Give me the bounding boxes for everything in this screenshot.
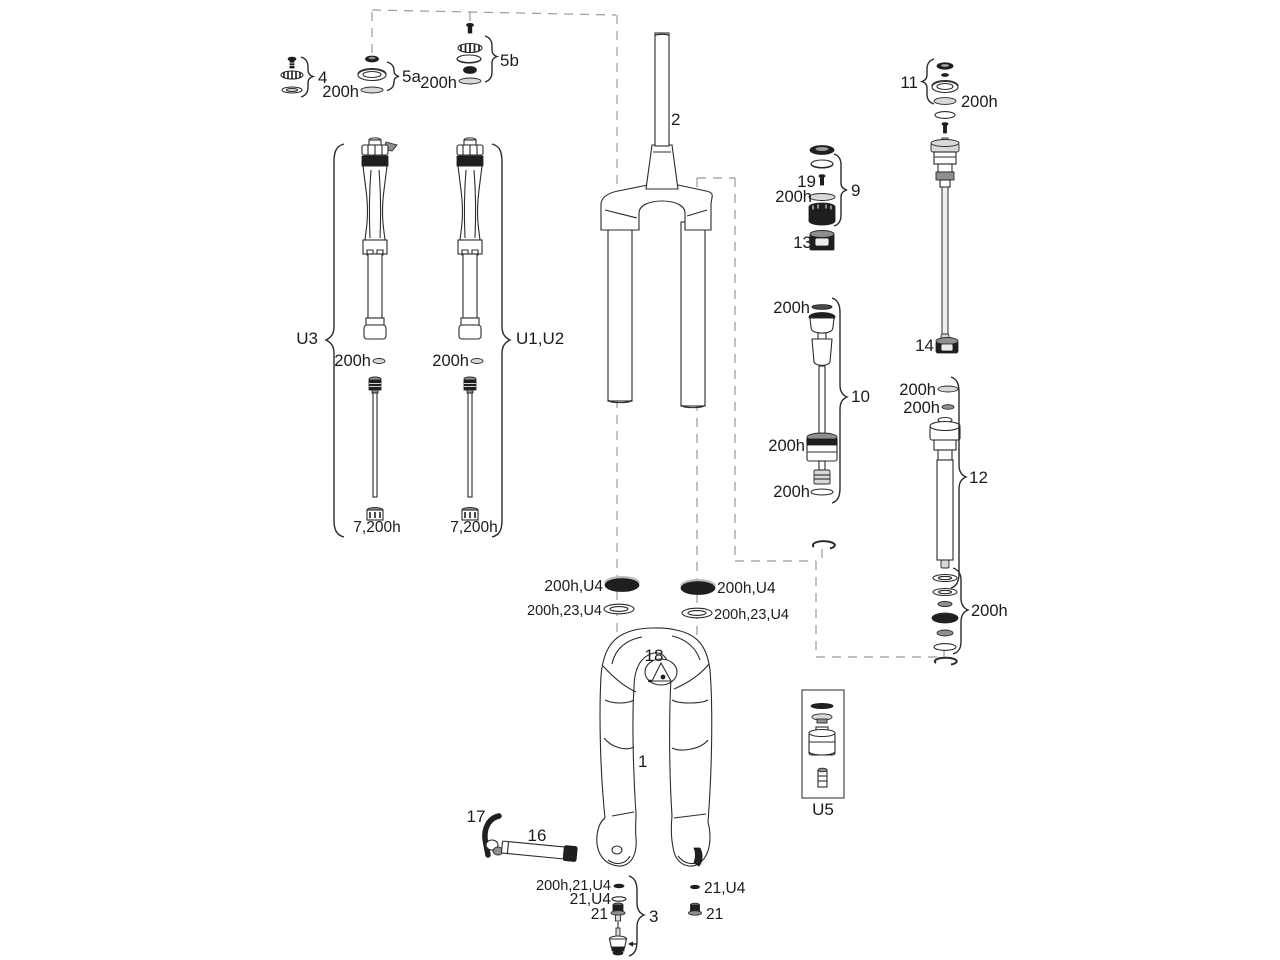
part-5b-group [457, 23, 482, 84]
label-u1u2: U1,U2 [516, 329, 565, 348]
brace-5a [387, 62, 399, 91]
label-200h-12b: 200h [903, 399, 940, 417]
rebound-knob [610, 928, 627, 955]
topcap-group-11 [922, 59, 958, 133]
pointer-arrow-icon [628, 941, 637, 946]
upper-tube-right [681, 222, 705, 408]
brace-seal-stack [953, 568, 968, 654]
steerer-tube [655, 33, 669, 146]
foam-ring-left [604, 604, 634, 614]
push-rod-left [367, 377, 383, 520]
label-21U4-right: 21,U4 [704, 880, 746, 897]
label-part2: 2 [671, 110, 681, 129]
label-200h23U4-right: 200h,23,U4 [714, 607, 789, 623]
crush-washer-part [818, 768, 827, 787]
label-part9: 9 [851, 181, 861, 200]
rebound-knob-group [610, 876, 645, 956]
label-200h-10seal: 200h [768, 437, 805, 455]
label-part14: 14 [915, 336, 934, 355]
seal-stack [932, 568, 968, 665]
topcap-stack [809, 146, 847, 251]
u5-kit-box [802, 690, 844, 798]
label-21-left: 21 [590, 906, 608, 923]
label-200h-10btm: 200h [773, 483, 810, 501]
label-part16: 16 [527, 826, 547, 845]
label-part4: 4 [318, 68, 328, 87]
label-21-right: 21 [706, 906, 724, 923]
label-200h-left-asm: 200h [334, 352, 371, 370]
retaining-clip [935, 658, 957, 665]
label-200hU4-right: 200h,U4 [717, 580, 776, 597]
spring-assembly-right [457, 138, 483, 339]
bolt-21-left [611, 903, 625, 921]
label-part12: 12 [969, 468, 988, 487]
label-part13: 13 [793, 233, 812, 252]
spring-assembly-left [362, 138, 397, 339]
brace-4 [301, 57, 313, 97]
dust-seal-right [681, 580, 715, 595]
brace-5b [485, 36, 497, 82]
service-ring-left [373, 359, 385, 364]
nut-13 [810, 231, 834, 251]
foam-ring-right [682, 608, 712, 618]
bolt-group-right [689, 885, 702, 915]
brace-10 [832, 298, 847, 503]
label-200h-5b: 200h [420, 74, 457, 92]
dust-seal-left [605, 577, 639, 592]
label-part17: 17 [466, 807, 486, 826]
upper-tube-left [608, 220, 632, 403]
label-part1: 1 [638, 752, 648, 771]
label-200h-11: 200h [961, 93, 998, 111]
brace-9 [834, 154, 847, 226]
label-part19: 19 [797, 172, 816, 191]
brace-11 [922, 59, 934, 104]
label-u5: U5 [812, 800, 834, 819]
seal-ring-200h [809, 194, 835, 201]
label-200h-10top: 200h [773, 299, 810, 317]
csu-assembly [601, 33, 712, 408]
label-part5b: 5b [500, 51, 519, 70]
label-7200h-left: 7,200h [353, 519, 401, 536]
label-part3: 3 [649, 907, 659, 926]
snap-ring [813, 541, 835, 548]
label-200h-12a: 200h [899, 381, 936, 399]
brace-u3 [326, 144, 344, 537]
cap-dark [809, 203, 835, 225]
bolt-21-right [689, 903, 702, 915]
label-21U4-left: 21,U4 [569, 891, 611, 908]
label-200h-5a: 200h [322, 83, 359, 101]
label-part11: 11 [900, 73, 918, 92]
crown [601, 184, 712, 231]
label-part18: 18 [644, 646, 664, 665]
label-200h-stack: 200h [971, 602, 1008, 620]
air-shaft-assembly [931, 138, 959, 353]
label-7200h-right: 7,200h [450, 519, 498, 536]
label-200h23U4-left: 200h,23,U4 [527, 603, 602, 619]
service-ring-right [471, 359, 483, 364]
damper-assembly-10 [807, 298, 847, 503]
part-4-group [281, 57, 303, 93]
seal-head-10 [807, 433, 837, 461]
nut-14 [936, 338, 958, 354]
label-200hU4-left: 200h,U4 [544, 578, 603, 595]
brace-u1u2 [492, 144, 510, 537]
label-part5a: 5a [402, 67, 421, 86]
label-u3: U3 [296, 329, 318, 348]
screw-19 [819, 175, 825, 185]
label-200h21U4: 200h,21,U4 [536, 878, 611, 894]
part-5a-group [358, 56, 386, 93]
label-200h-19: 200h [775, 188, 812, 206]
label-200h-right-asm: 200h [432, 352, 469, 370]
push-rod-right [462, 377, 478, 520]
screw-11 [942, 123, 948, 133]
label-part10: 10 [851, 387, 870, 406]
